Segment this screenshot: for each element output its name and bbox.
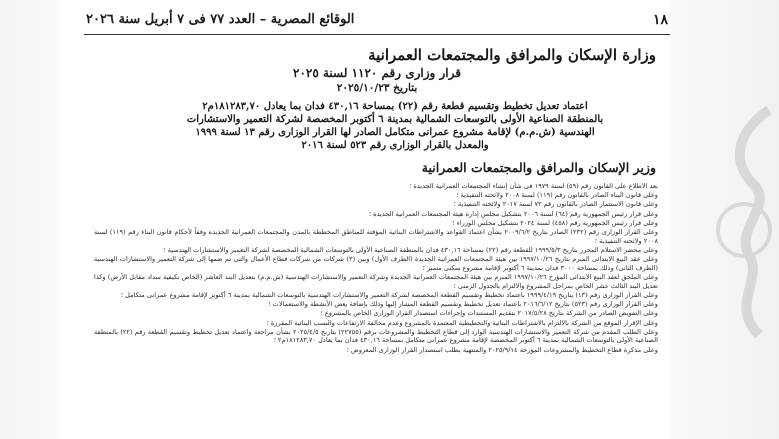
running-header [84, 12, 670, 35]
body-paragraph: وعلى القرار الوزارى رقم (٢٣٢) الصادر بتاريخ ٢٠٠٩/٦/٢ بشأن اعتماد القواعد والاشتراطات البنائية المؤقتة للمناطق المخططة بالمدن والمجتمعات العمرانية الجديدة وفقاً لأحكام قانون البناء رقم (١١٩) لسنة ٢٠٠٨ ولائحته التنفيذية ؛ [94, 228, 658, 245]
decree-date: بتاريخ ٢٠٢٥/١٠/٢٣ [336, 82, 418, 94]
subject-line: بالمنطقة الصناعية الأولى بالتوسعات الشمالية بمدينة ٦ أكتوبر المخصصة لشركة التعمير والاستشارات [186, 114, 604, 125]
body-paragraph: وعلى القرار الوزارى رقم (١٣) بتاريخ ١٩٩٩/٤/١٩ باعتماد تخطيط وتقسيم القطعة المخصصة لشركة التعمير والاستشارات الهندسية بالتوسعات الشمالية بمدينة ٦ أكتوبر لإقامة مشروع عمرانى متكامل ؛ [120, 290, 658, 299]
body-paragraph: وعلى قرار رئيس الجمهورية رقم (٤٥٨) لسنة ٢٠٢٤ بتشكيل مجلس الوزراء ؛ [452, 218, 658, 227]
watermark-seal-icon [699, 90, 779, 370]
decree-body [94, 182, 658, 433]
body-paragraph: وعلى محضر الاستلام المحرر بتاريخ ١٩٩٩/٥/٣ للقطعة رقم (٢٢) بمساحة ٤٣٠,١٦ فدان بالمنطقة الصناعية الأولى بالتوسعات الشمالية المخصصة لشركة التعمير والاستشارات الهندسية ؛ [163, 245, 658, 254]
body-paragraph: وعلى قانون البناء الصادر بالقانون رقم (١١٩) لسنة ٢٠٠٨ ولائحته التنفيذية ؛ [456, 191, 658, 200]
right-margin [669, 0, 779, 439]
issue-line: الوقائع المصرية – العدد ٧٧ فى ٧ أبريل سنة ٢٠٢٦ [86, 12, 355, 27]
ministry-title: وزارة الإسكان والمرافق والمجتمعات العمرانية [368, 46, 656, 64]
body-paragraph: وعلى التفويض الصادر من الشركة بتاريخ ٢٠١٧/٥/٢٨ بتقديم المستندات وإجراءات استصدار القرار الوزارى الخاص بالمشروع ؛ [320, 309, 658, 318]
page-number: ١٨ [652, 12, 668, 28]
body-paragraph: وعلى الإقرار الموقع من الشركة بالالتزام بالاشتراطات البنائية والتخطيطية المعتمدة بالمشروع وعدم مخالفة الارتفاعات والنسب البنائية المقررة ؛ [266, 318, 658, 327]
body-paragraph: وعلى عقد البيع الابتدائى المبرم بتاريخ ١٩٩٧/١٠/٢٦ بين هيئة المجتمعات العمرانية الجديدة (الطرف الأول) وبين (٣) شركات من شركات قطاع الأعمال والتى تم ضمها إلى شركة التعمير والاستشارات الهندسية (الطرف الثانى) وذلك بمساحة ٣٠٠٠ فدان بمدينة ٦ أكتوبر لإقامة مشروع سكنى متميز ؛ [94, 255, 658, 272]
subject-line: الهندسية (ش.م.م) لإقامة مشروع عمرانى متكامل الصادر لها القرار الوزارى رقم ١٣ لسنة ١٩٩٩ [195, 127, 595, 138]
body-paragraph: وعلى قانون الاستثمار الصادر بالقانون رقم ٧٢ لسنة ٢٠١٧ ولائحته التنفيذية ؛ [453, 200, 658, 209]
minister-heading: وزير الإسكان والمرافق والمجتمعات العمرانية [421, 160, 656, 175]
decree-subject [134, 100, 656, 152]
body-paragraph: وعلى الطلب المقدم من شركة التعمير والاستشارات الهندسية الوارد إلى قطاع التخطيط والمشروعات برقم (٢٢٧٥٥) بتاريخ ٢٠٢٥/٤/٥ بشأن مراجعة واعتماد تعديل تخطيط وتقسيم القطعة رقم (٢٢) بالمنطقة الصناعية الأولى بالتوسعات الشمالية بمدينة ٦ أكتوبر المخصصة لإقامة مشروع عمرانى متكامل بمساحة ٤٣٠,١٦ فدان بما يعادل ١٨١٢٨٣,٧٠م٢ ؛ [94, 327, 658, 345]
subject-line: والمعدل بالقرار الوزارى رقم ٥٢٣ لسنة ٢٠١٦ [301, 140, 489, 151]
left-margin [0, 0, 58, 439]
body-paragraph: وعلى الملحق لعقد البيع الابتدائى المؤرخ ١٩٩٧/١٠/٢٦ المبرم بين هيئة المجتمعات العمرانية الجديدة وشركة التعمير والاستشارات الهندسية (ش.م.م) بتعديل البند العاشر (الخاص بكيفية سداد مقابل الأرض) وكذا تعديل البند الثالث عشر الخاص بمراحل المشروع والالتزام بالجدول الزمنى ؛ [94, 273, 658, 290]
subject-line: اعتماد تعديل تخطيط وتقسيم قطعة رقم (٢٢) بمساحة ٤٣٠,١٦ فدان بما يعادل ١٨١٢٨٣,٧٠م٢ [202, 101, 588, 112]
body-paragraph: وعلى قرار رئيس الجمهورية رقم (٦٤) لسنة ٢٠٠٦ بتشكيل مجلس إدارة هيئة المجتمعات العمرانية الجديدة ؛ [368, 209, 658, 218]
body-paragraph: وعلى مذكرة قطاع التخطيط والمشروعات المؤرخة ٢٠٢٥/٩/١٤ والمنتهية بطلب استصدار القرار الوزارى المعروض ؛ [346, 345, 658, 354]
body-paragraph: وعلى القرار الوزارى رقم (٥٢٣) بتاريخ ٢٠١٦/٦/١٢ باعتماد تعديل تخطيط وتقسيم القطعة المشار إليها وذلك بإضافة بعض الأنشطة والاستعمالات ؛ [268, 300, 658, 309]
gazette-page [84, 0, 670, 439]
decree-number: قرار وزارى رقم ١١٢٠ لسنة ٢٠٢٥ [293, 66, 461, 80]
body-paragraph: بعد الاطلاع على القانون رقم (٥٩) لسنة ١٩٧٩ فى شأن إنشاء المجتمعات العمرانية الجديدة ؛ [409, 182, 658, 190]
